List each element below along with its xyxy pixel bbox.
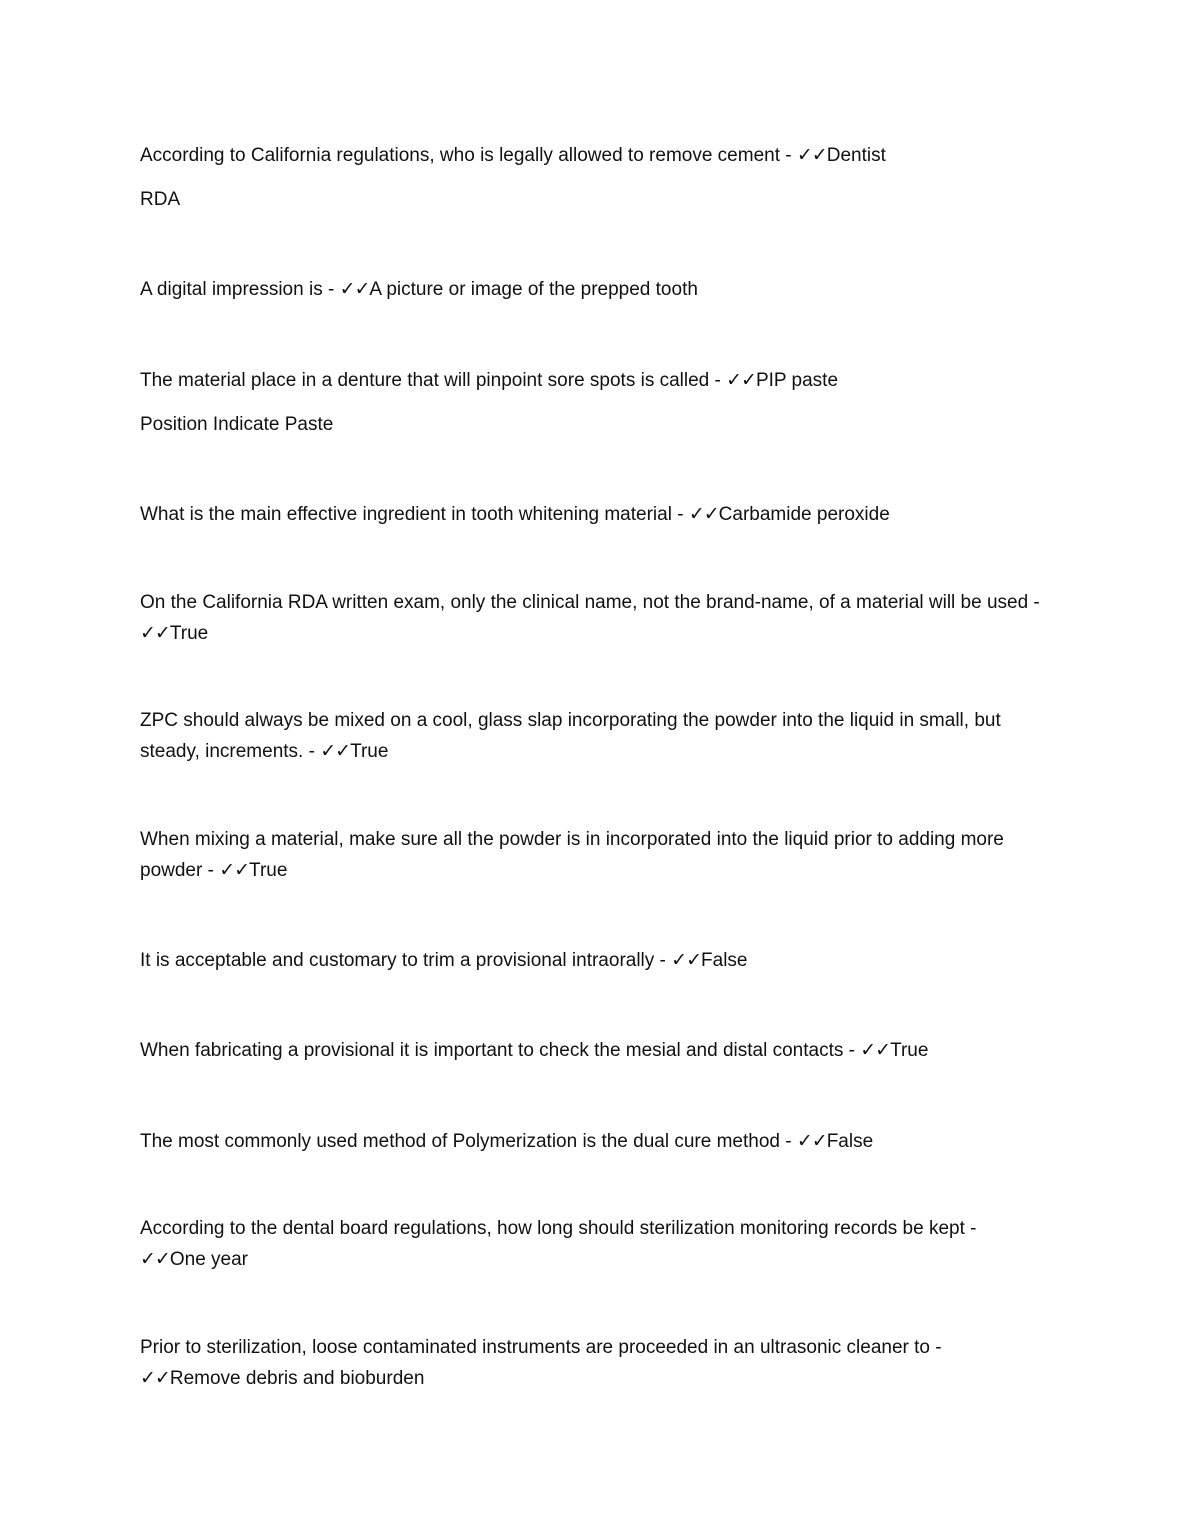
double-check-icon: ✓✓: [140, 622, 170, 644]
qa-item: [140, 824, 1060, 886]
qa-item: [140, 1126, 1060, 1157]
qa-item: [140, 587, 1040, 649]
question-text: A digital impression is -: [140, 279, 340, 300]
qa-item: [140, 705, 1045, 767]
double-check-icon: ✓✓: [339, 278, 370, 300]
double-check-icon: ✓✓: [860, 1039, 891, 1061]
qa-item: [140, 140, 1060, 171]
answer-text: PIP paste: [755, 370, 839, 391]
question-text: According to California regulations, who is legally allowed to remove cement -: [140, 145, 797, 166]
answer-extra: Position Indicate Paste: [140, 414, 334, 435]
answer-text: True: [890, 1040, 929, 1061]
answer-text: One year: [169, 1249, 248, 1270]
qa-item: [140, 274, 1060, 305]
answer-text: Remove debris and bioburden: [169, 1368, 425, 1389]
double-check-icon: ✓✓: [140, 1367, 170, 1389]
question-text: It is acceptable and customary to trim a provisional intraorally -: [140, 950, 672, 971]
answer-text: True: [249, 860, 288, 881]
qa-item: [140, 1332, 1000, 1394]
answer-text: Carbamide peroxide: [718, 504, 890, 525]
double-check-icon: ✓✓: [671, 949, 702, 971]
answer-text: A picture or image of the prepped tooth: [369, 279, 698, 300]
double-check-icon: ✓✓: [688, 503, 719, 525]
answer-text: False: [826, 1131, 874, 1152]
question-text: Prior to sterilization, loose contaminated instruments are proceeded in an ultrasonic cleaner to -: [140, 1337, 942, 1358]
double-check-icon: ✓✓: [320, 740, 351, 762]
question-text: The material place in a denture that will pinpoint sore spots is called -: [140, 370, 727, 391]
qa-item: [140, 1035, 1060, 1066]
double-check-icon: ✓✓: [140, 1248, 170, 1270]
answer-text: True: [350, 741, 389, 762]
answer-text: Dentist: [826, 145, 886, 166]
question-text: ZPC should always be mixed on a cool, glass slap incorporating the powder into the liquid in small, but steady, increments. -: [140, 710, 1001, 762]
question-text: When mixing a material, make sure all the powder is in incorporated into the liquid prior to adding more powder -: [140, 829, 1004, 881]
double-check-icon: ✓✓: [726, 369, 756, 391]
qa-item: [140, 1213, 1040, 1275]
question-text: According to the dental board regulations, how long should sterilization monitoring records be kept -: [140, 1218, 977, 1239]
answer-text: False: [701, 950, 748, 971]
double-check-icon: ✓✓: [796, 1130, 827, 1152]
double-check-icon: ✓✓: [796, 144, 827, 166]
question-text: The most commonly used method of Polymerization is the dual cure method -: [140, 1131, 797, 1152]
question-text: When fabricating a provisional it is important to check the mesial and distal contacts -: [140, 1040, 861, 1061]
answer-text: True: [169, 623, 209, 644]
question-text: What is the main effective ingredient in tooth whitening material -: [140, 504, 689, 525]
qa-item: [140, 365, 1060, 396]
answer-extra: RDA: [140, 189, 181, 210]
qa-item: [140, 499, 1060, 530]
double-check-icon: ✓✓: [219, 859, 250, 881]
question-text: On the California RDA written exam, only the clinical name, not the brand-name, of a material will be used -: [140, 592, 1040, 613]
qa-item: [140, 945, 1060, 976]
